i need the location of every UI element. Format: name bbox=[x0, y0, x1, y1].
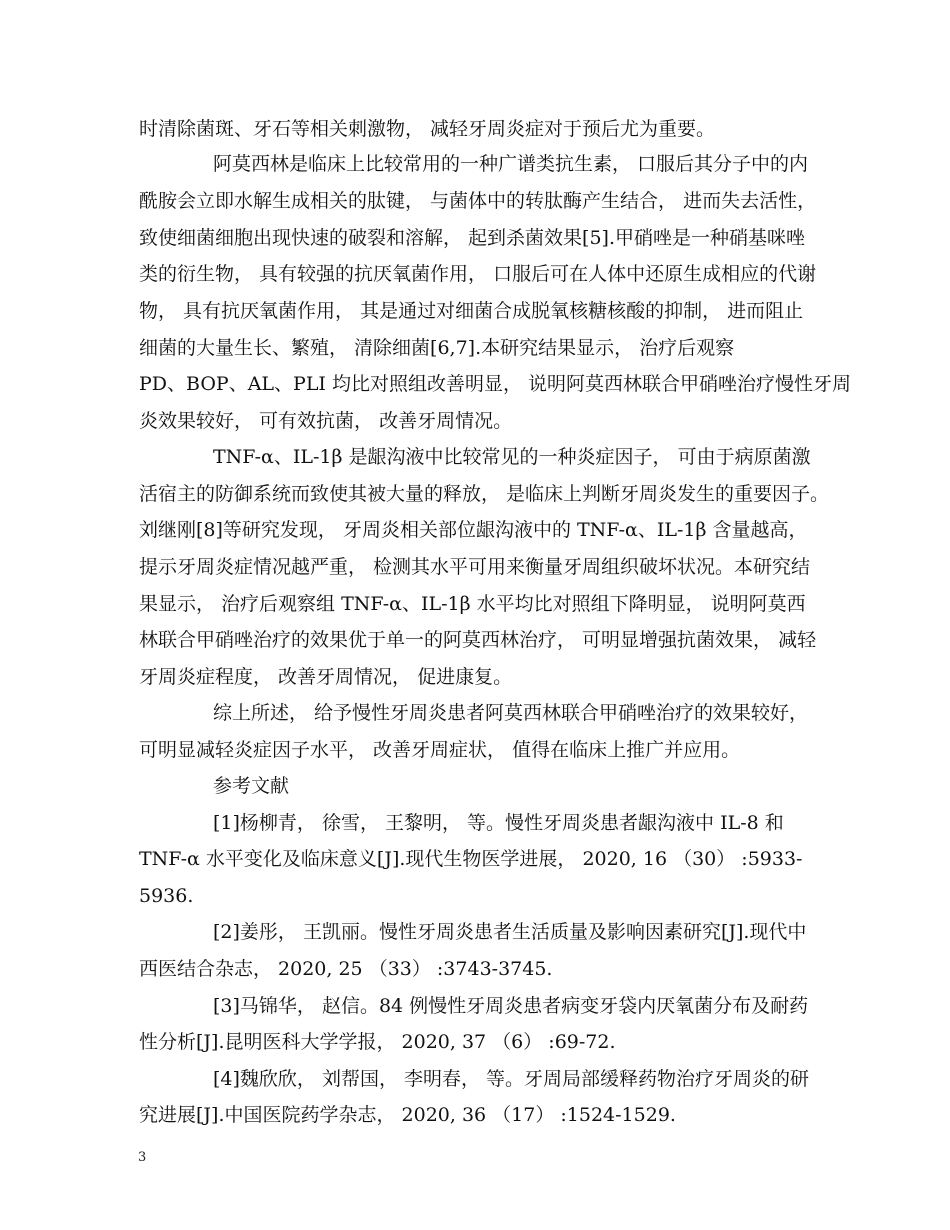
body-text-line: 酰胺会立即水解生成相关的肽键， 与菌体中的转肽酶产生结合， 进而失去活性， bbox=[139, 190, 817, 212]
reference-entry-line: [2]姜彤， 王凯丽。慢性牙周炎患者生活质量及影响因素研究[J].现代中 bbox=[213, 921, 807, 943]
reference-entry-line: 究进展[J].中国医院药学杂志， 2020, 36 （17） :1524-1529. bbox=[139, 1104, 676, 1126]
reference-entry-line: [3]马锦华， 赵信。84 例慢性牙周炎患者病变牙袋内厌氧菌分布及耐药 bbox=[213, 995, 809, 1017]
body-text-line: 炎效果较好， 可有效抗菌， 改善牙周情况。 bbox=[139, 410, 513, 432]
body-text-line: PD、BOP、AL、PLI 均比对照组改善明显， 说明阿莫西林联合甲硝唑治疗慢性牙周 bbox=[139, 373, 852, 395]
body-text-line: 刘继刚[8]等研究发现， 牙周炎相关部位龈沟液中的 TNF-α、IL-1β 含量越高， bbox=[139, 519, 808, 541]
body-text-line: 牙周炎症程度， 改善牙周情况， 促进康复。 bbox=[139, 666, 513, 688]
body-text-line: 提示牙周炎症情况越严重， 检测其水平可用来衡量牙周组织破坏状况。本研究结 bbox=[139, 556, 811, 578]
reference-entry-line: TNF-α 水平变化及临床意义[J].现代生物医学进展， 2020, 16 （30） :5933- bbox=[139, 848, 803, 870]
body-text-line: 物， 具有抗厌氧菌作用， 其是通过对细菌合成脱氧核糖核酸的抑制， 进而阻止 bbox=[139, 300, 804, 322]
reference-entry-line: 性分析[J].昆明医科大学学报， 2020, 37 （6） :69-72. bbox=[139, 1031, 616, 1053]
body-text-line: 活宿主的防御系统而致使其被大量的释放， 是临床上判断牙周炎发生的重要因子。 bbox=[139, 483, 830, 505]
reference-entry-line: 西医结合杂志， 2020, 25 （33） :3743-3745. bbox=[139, 958, 553, 980]
body-text-line: 时清除菌斑、牙石等相关刺激物， 减轻牙周炎症对于预后尤为重要。 bbox=[139, 118, 716, 140]
body-text-line: 果显示， 治疗后观察组 TNF-α、IL-1β 水平均比对照组下降明显， 说明阿莫西 bbox=[139, 593, 806, 615]
paragraph-first-line: 综上所述， 给予慢性牙周炎患者阿莫西林联合甲硝唑治疗的效果较好， bbox=[213, 702, 809, 724]
body-text-line: 致使细菌细胞出现快速的破裂和溶解， 起到杀菌效果[5].甲硝唑是一种硝基咪唑 bbox=[139, 227, 805, 249]
page-number: 3 bbox=[138, 1150, 147, 1165]
body-text-line: 可明显减轻炎症因子水平， 改善牙周症状， 值得在临床上推广并应用。 bbox=[139, 739, 741, 761]
paragraph-first-line: TNF-α、IL-1β 是龈沟液中比较常见的一种炎症因子， 可由于病原菌激 bbox=[213, 446, 811, 468]
body-text-line: 类的衍生物， 具有较强的抗厌氧菌作用， 口服后可在人体中还原生成相应的代谢 bbox=[139, 263, 817, 285]
paragraph-first-line: 阿莫西林是临床上比较常用的一种广谱类抗生素， 口服后其分子中的内 bbox=[213, 153, 809, 175]
references-heading: 参考文献 bbox=[213, 775, 290, 797]
body-text-line: 林联合甲硝唑治疗的效果优于单一的阿莫西林治疗， 可明显增强抗菌效果， 减轻 bbox=[139, 629, 817, 651]
reference-entry-line: [4]魏欣欣， 刘帮国， 李明春， 等。牙周局部缓释药物治疗牙周炎的研 bbox=[213, 1068, 810, 1090]
body-text-line: 细菌的大量生长、繁殖， 清除细菌[6,7].本研究结果显示， 治疗后观察 bbox=[139, 337, 735, 359]
reference-entry-line: [1]杨柳青， 徐雪， 王黎明， 等。慢性牙周炎患者龈沟液中 IL-8 和 bbox=[213, 812, 784, 834]
reference-entry-line: 5936. bbox=[139, 885, 194, 907]
